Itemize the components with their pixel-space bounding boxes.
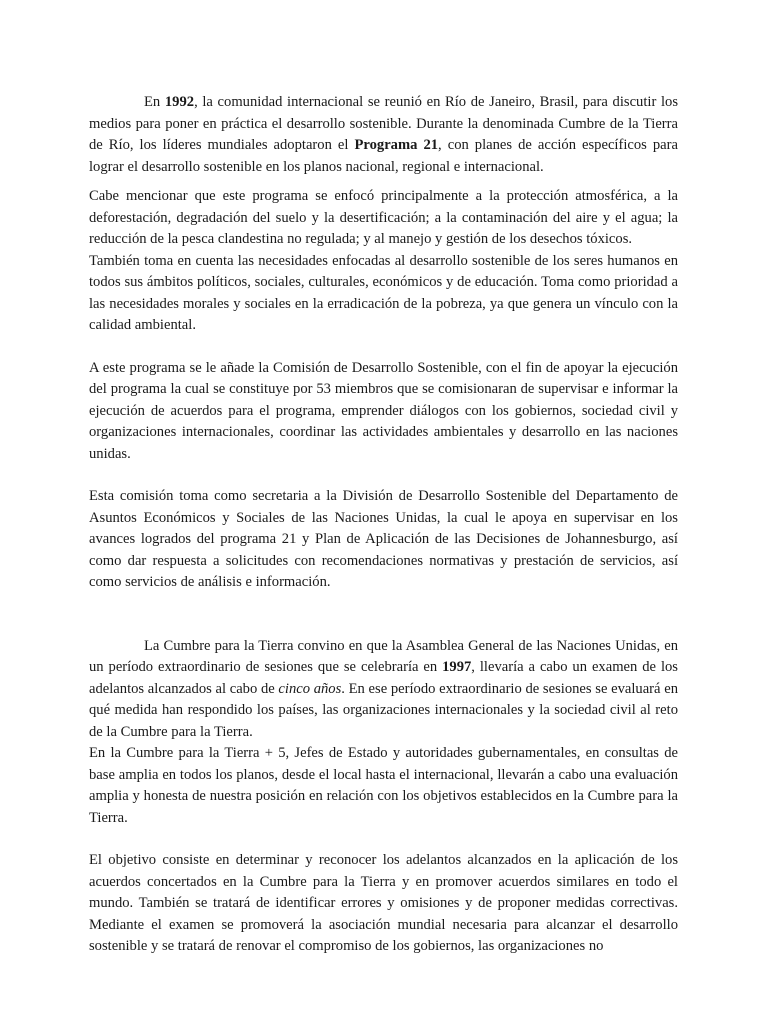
paragraph-8: El objetivo consiste en determinar y reconocer los adelantos alcanzados en la aplicación de los acuerdos concertados en la Cumbre para la Tierra y en promover acuerdos similares en todo el mundo. También se tratará de identificar errores y omisiones y de proponer medidas correctivas. Mediante el examen se promoverá la asociación mundial necesaria para alcanzar el desarrollo sostenible y se tratará de renovar el compromiso de los gobiernos, las organizaciones no: [89, 852, 678, 954]
paragraph-5: Esta comisión toma como secretaria a la División de Desarrollo Sostenible del Departamento de Asuntos Económicos y Sociales de las Naciones Unidas, la cual le apoya en supervisar en los avances logrados del programa 21 y Plan de Aplicación de las Decisiones de Johannesburgo, así como dar respuesta a solicitudes con recomendaciones normativas y prestación de servicios, así como servicios de análisis e información.: [89, 488, 678, 590]
p1-text-3: , con planes de acción específicos para lograr el desarrollo sostenible en los planos nacional, regional e internacional.: [89, 137, 678, 175]
p1-text-2: , la comunidad internacional se reunió en Río de Janeiro, Brasil, para discutir los medios para poner en práctica el desarrollo sostenible. Durante la denominada Cumbre de la Tierra de Río, los líderes mundiales adoptaron el: [89, 94, 678, 153]
p1-programa-bold: Programa 21: [354, 137, 439, 153]
p6-cinco-anos-italic: cinco años: [278, 680, 342, 697]
p6-text-3: . En ese período extraordinario de sesiones se evaluará en qué medida han respondido los países, las organizaciones internacionales y la sociedad civil al reto de la Cumbre para la Tierra.: [89, 680, 678, 740]
paragraph-2: Cabe mencionar que este programa se enfocó principalmente a la protección atmosférica, a la deforestación, degradación del suelo y la desertificación; a la contaminación del aire y el agua; la reducción de la pesca clandestina no regulada; y al manejo y gestión de los desechos tóxicos.: [89, 188, 678, 247]
document-page: [89, 92, 678, 958]
paragraph-3: También toma en cuenta las necesidades enfocadas al desarrollo sostenible de los seres humanos en todos sus ámbitos políticos, sociales, culturales, económicos y de educación. Toma como prioridad a las necesidades morales y sociales en la erradicación de la pobreza, ya que genera un vínculo con la calidad ambiental.: [89, 252, 678, 333]
p6-text-1: La Cumbre para la Tierra convino en que la Asamblea General de las Naciones Unidas, en un período extraordinario de sesiones que se celebraría en: [89, 637, 678, 675]
p1-text-1: En: [144, 94, 165, 110]
paragraph-7: En la Cumbre para la Tierra + 5, Jefes de Estado y autoridades gubernamentales, en consultas de base amplia en todos los planos, desde el local hasta el internacional, llevarán a cabo una evaluación amplia y honesta de nuestra posición en relación con los objetivos establecidos en la Cumbre para la Tierra.: [89, 745, 678, 826]
paragraph-1: [89, 92, 678, 178]
p6-text-2: , llevaría a cabo un examen de los adelantos alcanzados al cabo de: [89, 659, 678, 697]
p6-year-bold: 1997: [442, 659, 472, 675]
p1-year-bold: 1992: [164, 94, 195, 110]
paragraph-6: [89, 636, 678, 744]
paragraph-4: A este programa se le añade la Comisión de Desarrollo Sostenible, con el fin de apoyar la ejecución del programa la cual se constituye por 53 miembros que se comisionaran de supervisar e informar la ejecución de acuerdos para el programa, emprender diálogos con los gobiernos, sociedad civil y organizaciones internacionales, coordinar las actividades ambientales y desarrollo en las naciones unidas.: [89, 359, 678, 462]
